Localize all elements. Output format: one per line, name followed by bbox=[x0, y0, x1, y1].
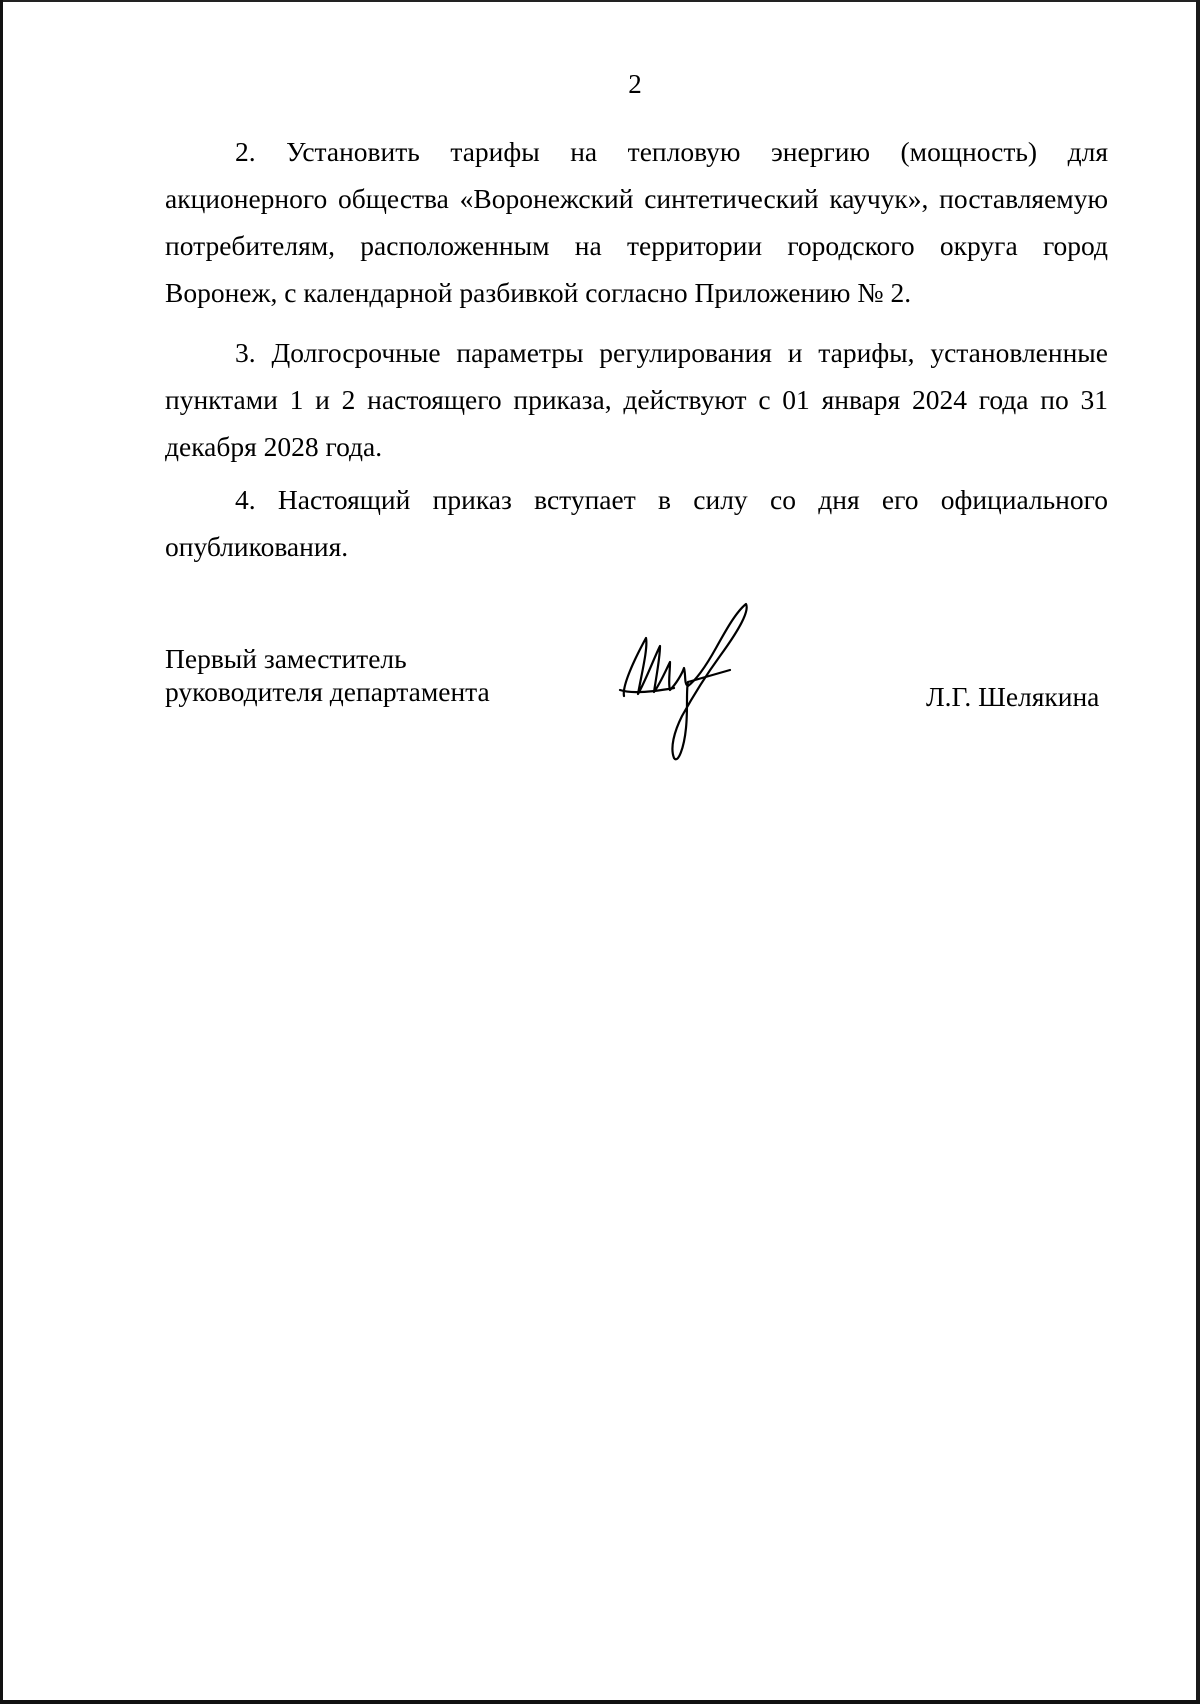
signatory-position-line1: Первый заместитель bbox=[165, 643, 407, 674]
paragraph-3: 3. Долгосрочные параметры регулирования и тарифы, установленные пунктами 1 и 2 настоящего приказа, действуют с 01 января 2024 года по 31 декабря 2028 года. bbox=[165, 337, 1108, 462]
signatory-name: Л.Г. Шелякина bbox=[926, 681, 1100, 712]
scan-edge-right bbox=[1196, 0, 1200, 1704]
scan-edge-bottom bbox=[0, 1700, 1200, 1704]
paragraph-4: 4. Настоящий приказ вступает в силу со дня его официального опубликования. bbox=[165, 484, 1108, 562]
scan-edge-left bbox=[0, 0, 3, 1704]
signatory-position bbox=[165, 642, 490, 708]
paragraph-2: 2. Установить тарифы на тепловую энергию (мощность) для акционерного общества «Воронежский синтетический каучук», поставляемую потребителям, расположенным на территории городского округа город Воронеж, с календарной разбивкой согласно Приложению № 2. bbox=[165, 136, 1108, 308]
handwritten-signature bbox=[612, 598, 762, 768]
signatory-position-line2: руководителя департамента bbox=[165, 676, 490, 707]
scan-edge-top bbox=[0, 0, 1200, 2]
page-number: 2 bbox=[628, 69, 642, 99]
